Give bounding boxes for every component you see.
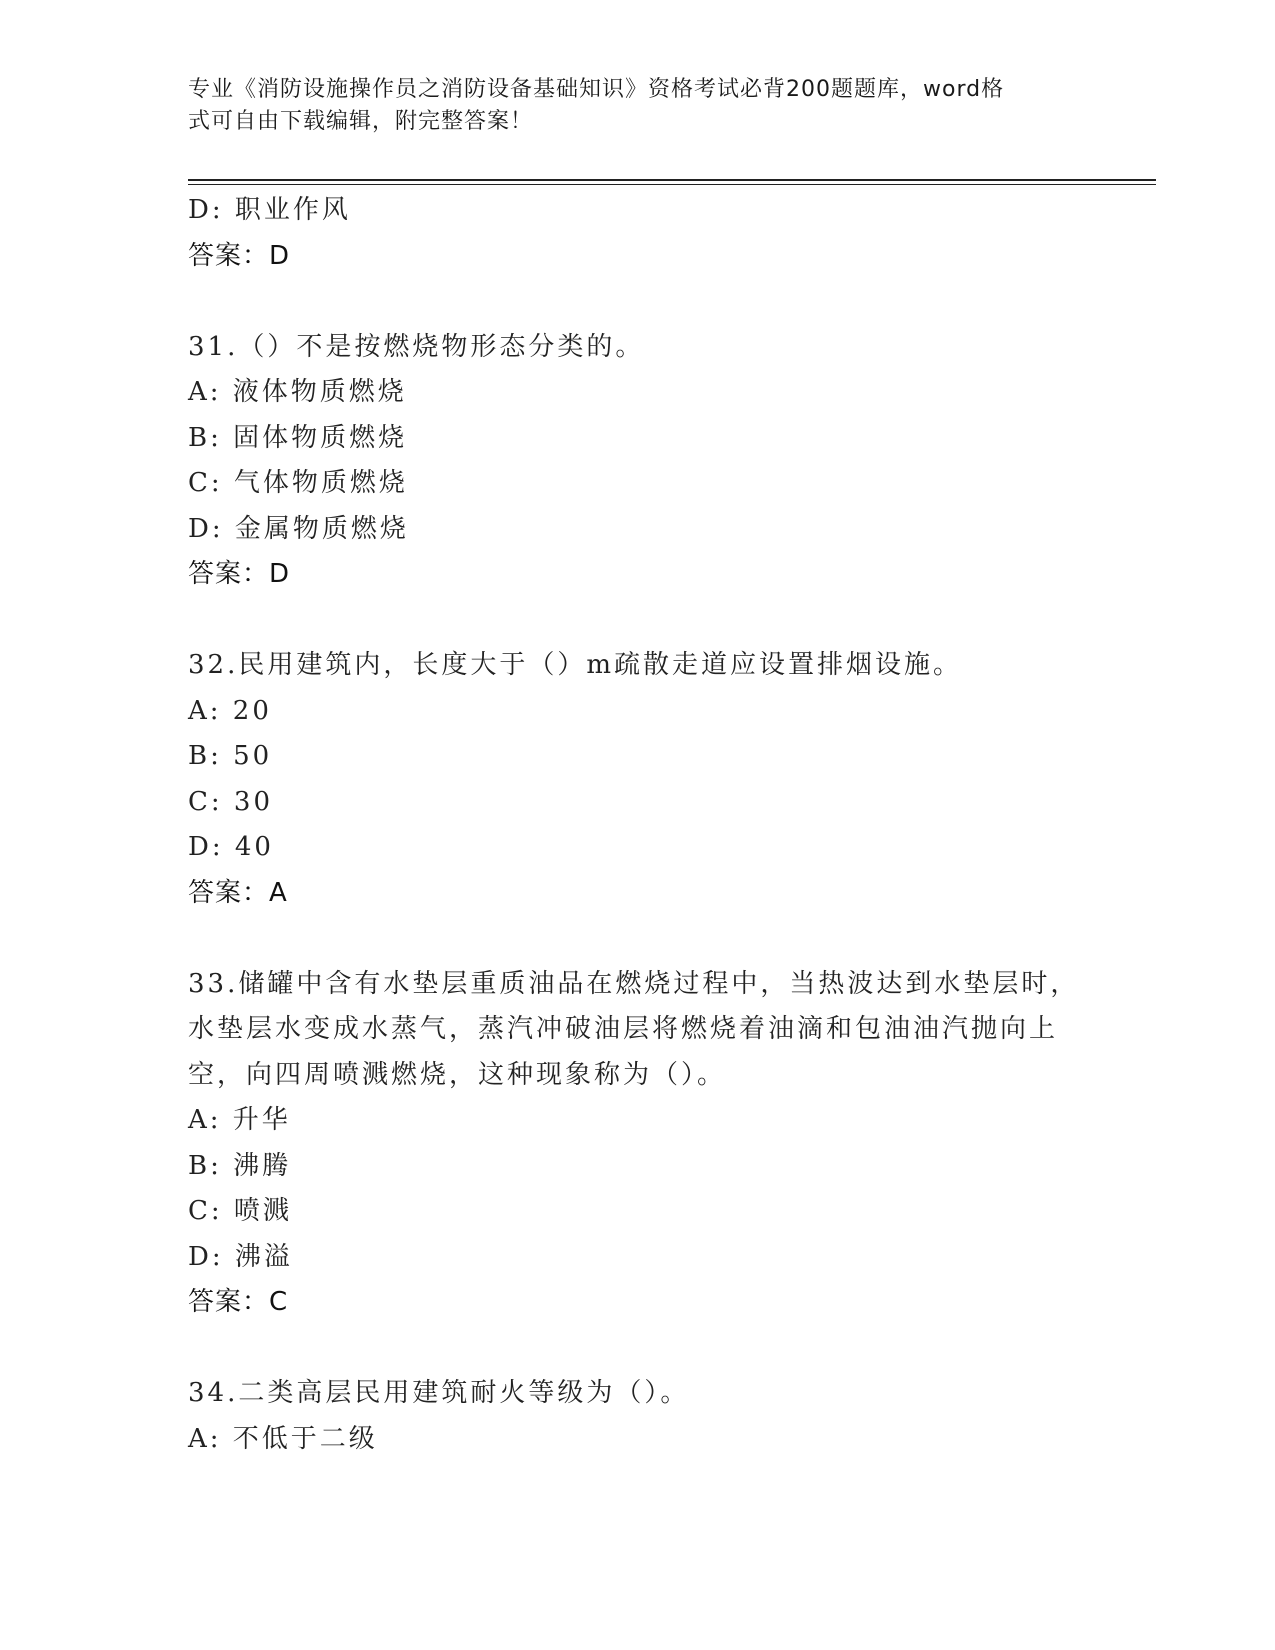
q31-answer: 答案：D	[188, 559, 291, 589]
question-list	[188, 188, 1088, 1462]
header-title-line-2: 式可自由下载编辑，附完整答案！	[188, 109, 534, 134]
q31-option-d: D: 金属物质燃烧	[188, 513, 409, 544]
q31-stem: 31.（）不是按燃烧物形态分类的。	[188, 331, 645, 362]
q33-answer: 答案：C	[188, 1287, 289, 1317]
q33-stem-line-3: 空，向四周喷溅燃烧，这种现象称为（）。	[188, 1059, 727, 1090]
q34-option-a: A: 不低于二级	[188, 1423, 378, 1454]
q32-option-a: A: 20	[188, 695, 272, 726]
q33-option-d: D: 沸溢	[188, 1241, 293, 1272]
q33-option-a: A: 升华	[188, 1105, 291, 1135]
spacer	[188, 279, 1088, 325]
q31-option-c: C: 气体物质燃烧	[188, 468, 408, 498]
q33-stem-line-1: 33.储罐中含有水垫层重质油品在燃烧过程中，当热波达到水垫层时，	[188, 968, 1080, 999]
header-divider-thin	[188, 184, 1156, 185]
q34-stem: 34.二类高层民用建筑耐火等级为（）。	[188, 1378, 690, 1408]
q30-option-d: D: 职业作风	[188, 195, 351, 225]
spacer	[188, 1326, 1088, 1372]
q31-option-a: A: 液体物质燃烧	[188, 377, 407, 407]
header-divider-thick	[188, 179, 1156, 181]
q33-option-c: C: 喷溅	[188, 1196, 292, 1226]
q32-stem: 32.民用建筑内，长度大于（）m疏散走道应设置排烟设施。	[188, 650, 963, 680]
q32-option-b: B: 50	[188, 741, 273, 771]
spacer	[188, 598, 1088, 644]
q31-option-b: B: 固体物质燃烧	[188, 422, 408, 453]
spacer	[188, 916, 1088, 962]
q32-option-d: D: 40	[188, 832, 274, 862]
q33-option-b: B: 沸腾	[188, 1150, 292, 1181]
q33-stem-line-2: 水垫层水变成水蒸气，蒸汽冲破油层将燃烧着油滴和包油油汽抛向上	[188, 1014, 1059, 1044]
header-title-line-1: 专业《消防设施操作员之消防设备基础知识》资格考试必背200题题库，word格	[188, 77, 1005, 102]
q30-answer: 答案：D	[188, 240, 291, 271]
document-header	[188, 74, 1088, 138]
q32-option-c: C: 30	[188, 786, 274, 817]
q32-answer: 答案：A	[188, 877, 288, 908]
